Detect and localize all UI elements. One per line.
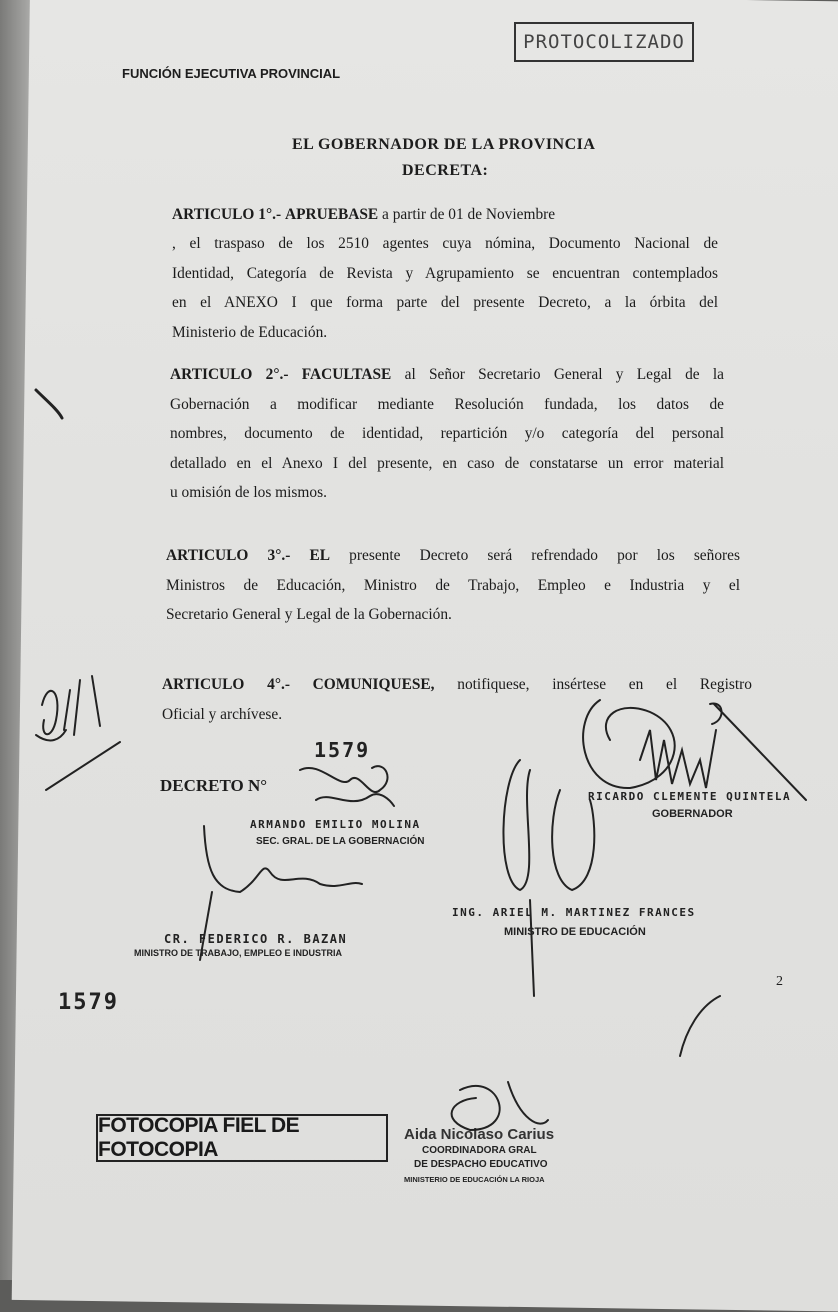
ministro-trabajo-signature	[204, 826, 362, 892]
margin-mark	[64, 676, 100, 735]
gobernador-signature	[714, 704, 806, 800]
article-4-label: ARTICULO 4°.-	[162, 676, 290, 693]
article-1-label: ARTICULO 1°.-	[172, 206, 282, 223]
coordinadora-signature	[508, 1082, 548, 1124]
article-2-label: ARTICULO 2°.-	[170, 366, 289, 383]
coordinadora-role-2: DE DESPACHO EDUCATIVO	[414, 1159, 548, 1170]
coordinadora-signature	[452, 1086, 500, 1130]
ministro-educacion-role: MINISTRO DE EDUCACIÓN	[504, 926, 646, 938]
article-3-line: Secretario General y Legal de la Gobernación.	[166, 606, 452, 623]
article-1-verb: APRUEBASE	[284, 206, 379, 223]
gobernador-signature	[583, 700, 675, 788]
header-left: FUNCIÓN EJECUTIVA PROVINCIAL	[122, 66, 341, 81]
coordinadora-role-3: MINISTERIO DE EDUCACIÓN LA RIOJA	[404, 1175, 545, 1184]
article-2-verb: FACULTASE	[301, 366, 392, 383]
secretario-name: ARMANDO EMILIO MOLINA	[250, 818, 421, 831]
protocolizado-stamp: PROTOCOLIZADO	[514, 22, 694, 62]
gobernador-name: RICARDO CLEMENTE QUINTELA	[588, 790, 792, 803]
gobernador-signature	[640, 730, 716, 788]
article-2-line: u omisión de los mismos.	[170, 484, 327, 501]
article-1-line: Ministerio de Educación.	[172, 323, 328, 341]
ministro-educacion-name: ING. ARIEL M. MARTINEZ FRANCES	[452, 906, 696, 919]
article-1-line: , el traspaso de los 2510 agentes cuya nómina, Documento Nacional de	[172, 235, 718, 252]
article-3-verb: EL	[309, 547, 331, 564]
article-1-line: Identidad, Categoría de Revista y Agrupamiento se encuentran contemplados	[172, 264, 718, 282]
article-1-line: a partir de 01 de Noviembre	[382, 206, 556, 223]
secretario-role: SEC. GRAL. DE LA GOBERNACIÓN	[256, 836, 425, 847]
ministro-trabajo-signature	[200, 892, 212, 960]
decreto-label: DECRETO N°	[160, 776, 268, 795]
ministro-trabajo-role: MINISTRO DE TRABAJO, EMPLEO E INDUSTRIA	[134, 948, 343, 958]
article-2-line: nombres, documento de identidad, repartición y/o categoría del personal	[170, 425, 724, 442]
coordinadora-name: Aida Nicolaso Carius	[404, 1126, 555, 1143]
ministro-educacion-signature	[530, 900, 534, 996]
secretario-signature	[316, 794, 394, 806]
decree-subtitle: DECRETA:	[402, 162, 489, 179]
margin-mark	[42, 691, 57, 734]
article-4-line: Oficial y archívese.	[162, 705, 283, 723]
ministro-educacion-signature	[552, 790, 594, 890]
article-2-line: al Señor Secretario General y Legal de la	[404, 366, 724, 383]
decreto-number-top: 1579	[314, 738, 371, 762]
ministro-trabajo-name: CR. FEDERICO R. BAZAN	[164, 932, 348, 946]
fotocopia-stamp: FOTOCOPIA FIEL DE FOTOCOPIA	[96, 1114, 388, 1162]
ministro-educacion-signature	[503, 760, 530, 890]
article-3-label: ARTICULO 3°.-	[166, 547, 291, 564]
margin-mark	[46, 742, 120, 790]
article-4-line: notifiquese, insértese en el Registro	[457, 676, 752, 693]
decreto-number-bottom: 1579	[58, 990, 119, 1015]
margin-mark	[36, 390, 62, 418]
article-3-line: presente Decreto será refrendado por los señores	[349, 547, 740, 564]
secretario-signature	[300, 766, 388, 792]
article-1-line: en el ANEXO I que forma parte del presente Decreto, a la órbita del	[172, 294, 718, 311]
article-3-line: Ministros de Educación, Ministro de Trabajo, Empleo e Industria y el	[166, 576, 740, 594]
article-2-line: Gobernación a modificar mediante Resolución fundada, los datos de	[170, 395, 724, 413]
page-number: 2	[776, 974, 783, 989]
gobernador-role: GOBERNADOR	[652, 808, 733, 820]
ministro-educacion-signature	[680, 996, 720, 1056]
decree-title: EL GOBERNADOR DE LA PROVINCIA	[292, 136, 596, 153]
coordinadora-role-1: COORDINADORA GRAL	[422, 1145, 537, 1156]
article-4-verb: COMUNIQUESE,	[312, 676, 435, 693]
article-2-line: detallado en el Anexo I del presente, en caso de constatarse un error material	[170, 454, 724, 472]
